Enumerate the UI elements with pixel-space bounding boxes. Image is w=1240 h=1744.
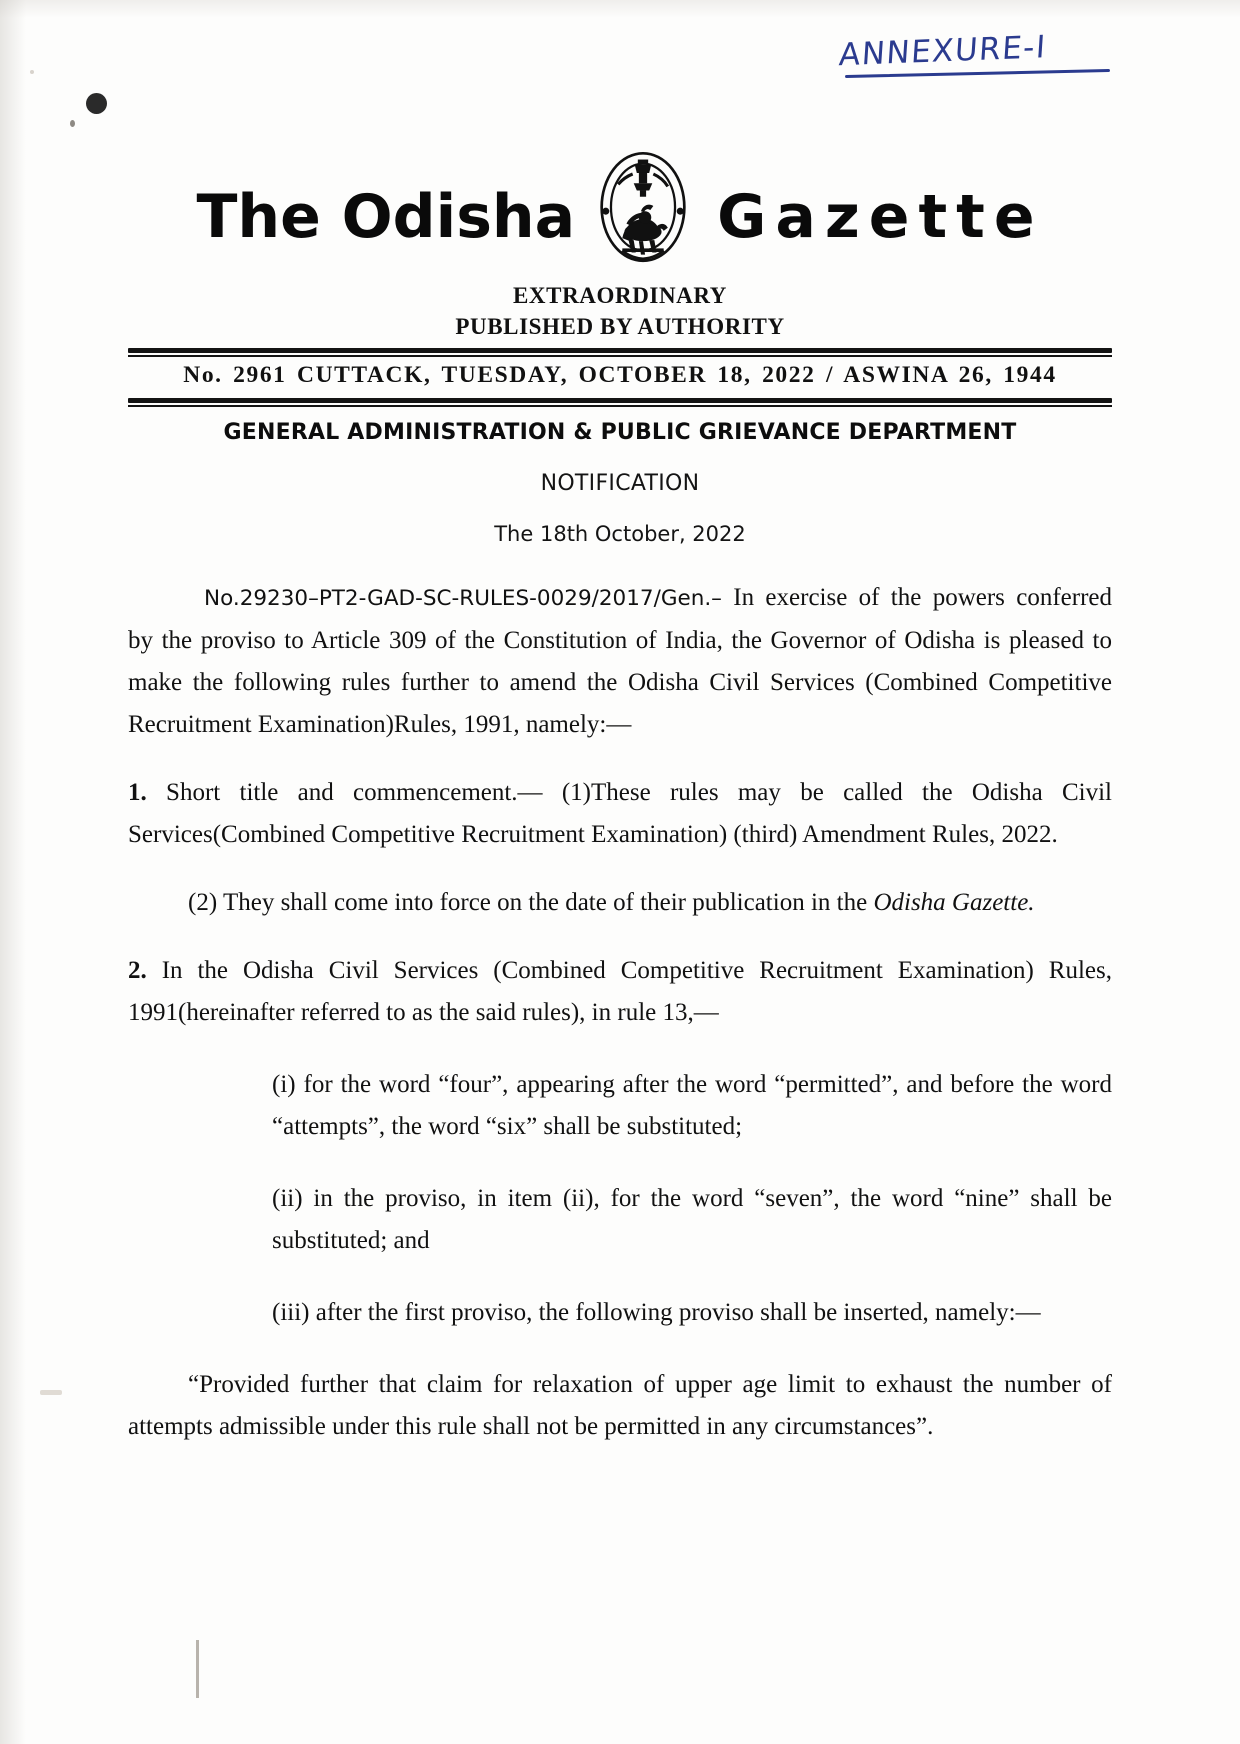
masthead-title-left: The Odisha <box>196 182 576 252</box>
clause-1-subclause-2 <box>128 882 1112 924</box>
department-title: GENERAL ADMINISTRATION & PUBLIC GRIEVANCE DEPARTMENT <box>223 420 1017 445</box>
header-rule-top <box>128 348 1112 357</box>
scan-artifact-dot <box>86 93 107 114</box>
file-number: No.29230–PT2-GAD-SC-RULES-0029/2017/Gen.– <box>204 586 722 611</box>
notification-label: NOTIFICATION <box>540 471 700 496</box>
amendment-item-i: (i) for the word “four”, appearing after the word “permitted”, and before the word “attempts”, the word “six” shall be substituted; <box>272 1071 1112 1140</box>
gazette-italic-reference: Odisha Gazette. <box>873 889 1035 916</box>
annexure-label: ANNEXURE-I <box>837 29 1048 74</box>
clause-2 <box>128 950 1112 1034</box>
notification-heading-block <box>0 420 1240 546</box>
handwritten-annexure-annotation <box>837 29 1110 75</box>
masthead-subtitles <box>0 280 1240 342</box>
masthead-title-right: Gazette <box>717 182 1044 252</box>
clause-1 <box>128 772 1112 856</box>
clause-1-text: (1)These rules may be called the Odisha Civil Services(Combined Competitive Recruitment Examination) (third) Amendment Rules, 2022. <box>128 779 1112 848</box>
scan-edge-shadow-top <box>0 0 1240 18</box>
amendment-item-iii: (iii) after the first proviso, the following proviso shall be inserted, namely:— <box>272 1299 1041 1326</box>
scan-artifact-dot <box>70 120 75 127</box>
odisha-state-emblem-icon <box>581 143 705 267</box>
amendment-item-ii: (ii) in the proviso, in item (ii), for the word “seven”, the word “nine” shall be substituted; and <box>272 1185 1112 1254</box>
opening-paragraph-text: In exercise of the powers conferred by the proviso to Article 309 of the Constitution of India, the Governor of Odisha is pleased to make the following rules further to amend the Odisha Civil Services (Combined Competitive Recruitment Examination)Rules, 1991, namely:— <box>128 584 1112 738</box>
opening-paragraph <box>128 577 1112 746</box>
notification-date: The 18th October, 2022 <box>494 522 746 546</box>
subtitle-published-by-authority: PUBLISHED BY AUTHORITY <box>455 314 785 340</box>
clause-2-text: In the Odisha Civil Services (Combined Competitive Recruitment Examination) Rules, 1991(hereinafter referred to as the said rules), in rule 13,— <box>128 957 1112 1026</box>
scan-artifact-dot <box>30 70 34 74</box>
scan-artifact-line <box>196 1640 199 1698</box>
scan-artifact-mark <box>40 1390 62 1395</box>
document-body <box>128 552 1112 1474</box>
header-rule-bottom <box>128 398 1112 407</box>
issue-number-line: No. 2961 CUTTACK, TUESDAY, OCTOBER 18, 2022 / ASWINA 26, 1944 <box>183 362 1057 388</box>
final-proviso-paragraph: “Provided further that claim for relaxation of upper age limit to exhaust the number of attempts admissible under this rule shall not be permitted in any circumstances”. <box>128 1371 1112 1440</box>
gazette-masthead <box>0 155 1240 279</box>
subtitle-extraordinary: EXTRAORDINARY <box>512 283 727 308</box>
clause-1-number: 1. <box>128 779 147 806</box>
clause-1-subclause-2-text: (2) They shall come into force on the date of their publication in the <box>188 889 874 916</box>
clause-2-number: 2. <box>128 957 147 984</box>
clause-1-title: Short title and commencement.— <box>146 779 543 806</box>
